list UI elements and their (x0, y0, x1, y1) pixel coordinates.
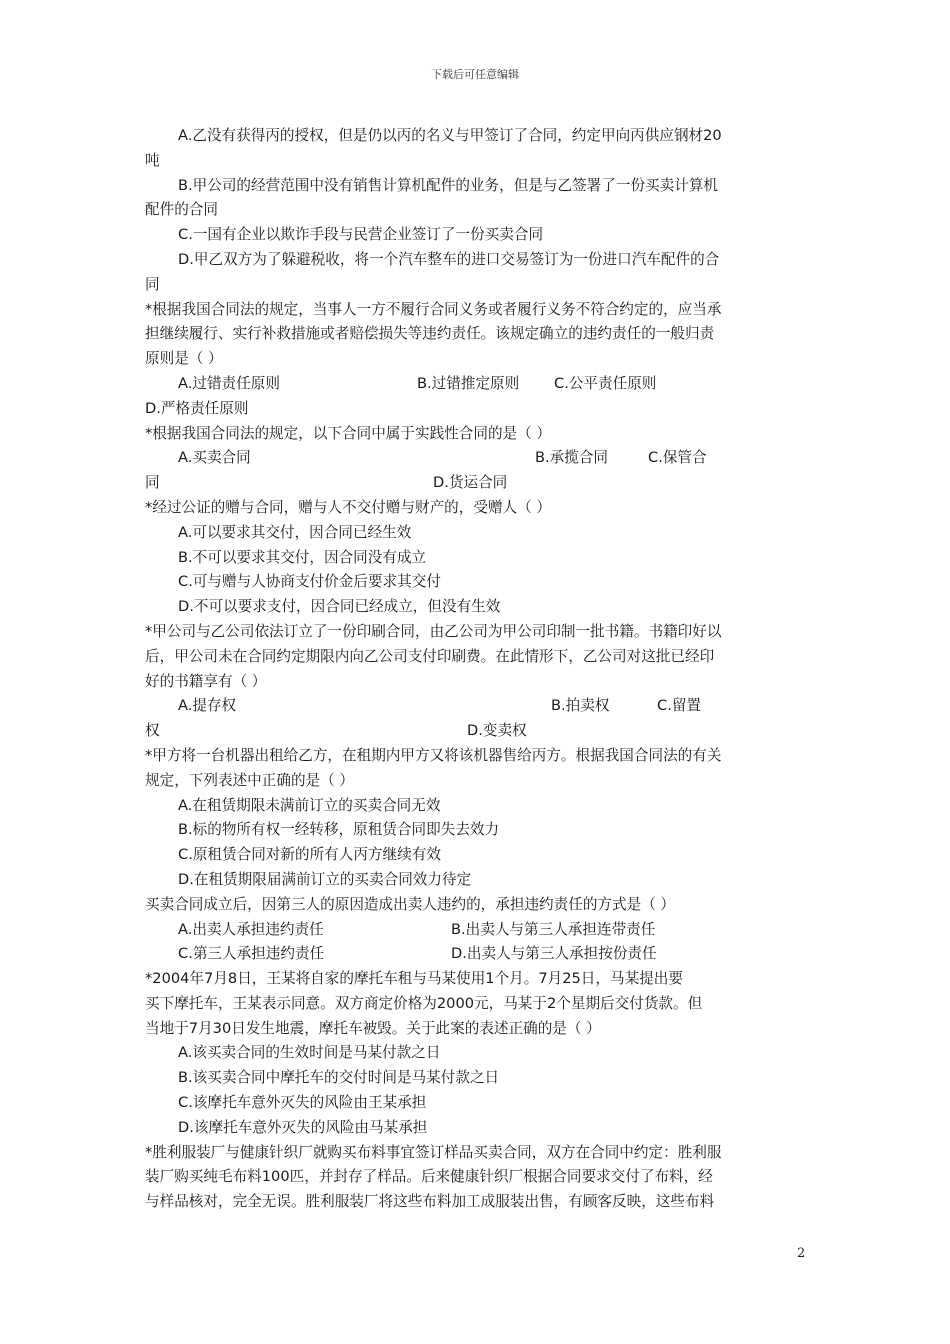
option-a: A.在租赁期限未满前订立的买卖合同无效 (178, 796, 441, 814)
question-text: *2004年7月8日，王某将自家的摩托车租与马某使用1个月。7月25日，马某提出要 (145, 970, 683, 988)
options-row (145, 694, 810, 719)
option-c-cont: 权 (145, 722, 160, 740)
question-text: *根据我国合同法的规定，当事人一方不履行合同义务或者履行义务不符合约定的，应当承 (145, 300, 722, 318)
document-body (145, 124, 810, 1215)
options-row (145, 446, 810, 471)
option-c-cont: 同 (145, 474, 160, 492)
option-b: B.出卖人与第三人承担连带责任 (451, 920, 656, 938)
question-text: 买下摩托车，王某表示同意。双方商定价格为2000元，马某于2个星期后交付货款。但 (145, 994, 703, 1012)
option-b: B.不可以要求其交付，因合同没有成立 (178, 548, 427, 566)
question-text: *甲公司与乙公司依法订立了一份印刷合同，由乙公司为甲公司印制一批书籍。书籍印好以 (145, 622, 722, 640)
option-a: A.该买卖合同的生效时间是马某付款之日 (178, 1044, 441, 1062)
text-line: 同 (145, 275, 160, 293)
question-text: 担继续履行、实行补救措施或者赔偿损失等违约责任。该规定确立的违约责任的一般归责 (145, 325, 715, 343)
option-b: B.过错推定原则 (417, 374, 520, 392)
question-text: *甲方将一台机器出租给乙方，在租期内甲方又将该机器售给丙方。根据我国合同法的有关 (145, 746, 722, 764)
question-text: 装厂购买纯毛布料100匹，并封存了样品。后来健康针织厂根据合同要求交付了布料，经 (145, 1168, 713, 1186)
text-line: 配件的合同 (145, 201, 218, 219)
option-a: A.过错责任原则 (178, 374, 280, 392)
option-c: C.留置 (657, 697, 702, 715)
question-text: *经过公证的赠与合同，赠与人不交付赠与财产的，受赠人（ ） (145, 498, 551, 516)
page-header: 下载后可任意编辑 (431, 68, 519, 81)
text-line: B.甲公司的经营范围中没有销售计算机配件的业务，但是与乙签署了一份买卖计算机 (178, 176, 719, 194)
option-d: D.在租赁期限届满前订立的买卖合同效力待定 (178, 870, 472, 888)
option-a: A.可以要求其交付，因合同已经生效 (178, 523, 412, 541)
options-row (145, 372, 810, 397)
text-line: 吨 (145, 151, 160, 169)
option-a: A.提存权 (178, 697, 237, 715)
option-c: C.该摩托车意外灭失的风险由王某承担 (178, 1094, 427, 1112)
option-b: B.承揽合同 (535, 449, 609, 467)
question-text: 与样品核对，完全无误。胜利服装厂将这些布料加工成服装出售，有顾客反映，这些布料 (145, 1193, 715, 1211)
page-number: 2 (797, 1246, 806, 1261)
text-line: C.一国有企业以欺诈手段与民营企业签订了一份买卖合同 (178, 226, 544, 244)
options-row (145, 471, 810, 496)
option-a: A.出卖人承担违约责任 (178, 920, 324, 938)
options-row (145, 918, 810, 943)
option-d: D.变卖权 (467, 722, 527, 740)
options-row (145, 719, 810, 744)
option-d: D.严格责任原则 (145, 399, 249, 417)
option-d: D.该摩托车意外灭失的风险由马某承担 (178, 1118, 428, 1136)
option-c: C.原租赁合同对新的所有人丙方继续有效 (178, 846, 441, 864)
question-text: 原则是（ ） (145, 350, 223, 368)
option-c: C.保管合 (648, 449, 707, 467)
text-line: D.甲乙双方为了躲避税收，将一个汽车整车的进口交易签订为一份进口汽车配件的合 (178, 250, 720, 268)
option-b: B.标的物所有权一经转移，原租赁合同即失去效力 (178, 821, 500, 839)
question-text: 买卖合同成立后，因第三人的原因造成出卖人违约的，承担违约责任的方式是（ ） (145, 895, 676, 913)
option-a: A.买卖合同 (178, 449, 251, 467)
question-text: 当地于7月30日发生地震，摩托车被毁。关于此案的表述正确的是（ ） (145, 1019, 601, 1037)
option-d: D.货运合同 (433, 474, 508, 492)
option-c: C.公平责任原则 (554, 374, 657, 392)
option-d: D.出卖人与第三人承担按份责任 (451, 945, 657, 963)
option-c: C.可与赠与人协商支付价金后要求其交付 (178, 573, 441, 591)
question-text: 规定，下列表述中正确的是（ ） (145, 771, 354, 789)
option-c: C.第三人承担违约责任 (178, 945, 325, 963)
option-d: D.不可以要求支付，因合同已经成立，但没有生效 (178, 598, 501, 616)
question-text: *根据我国合同法的规定，以下合同中属于实践性合同的是（ ） (145, 424, 551, 442)
text-line: A.乙没有获得丙的授权，但是仍以丙的名义与甲签订了合同，约定甲向丙供应钢材20 (178, 127, 722, 144)
question-text: 好的书籍享有（ ） (145, 672, 267, 690)
question-text: 后，甲公司未在合同约定期限内向乙公司支付印刷费。在此情形下，乙公司对这批已经印 (145, 647, 715, 665)
option-b: B.拍卖权 (551, 697, 610, 715)
options-row (145, 942, 810, 967)
option-b: B.该买卖合同中摩托车的交付时间是马某付款之日 (178, 1069, 500, 1087)
question-text: *胜利服装厂与健康针织厂就购买布料事宜签订样品买卖合同，双方在合同中约定：胜利服 (145, 1143, 722, 1161)
